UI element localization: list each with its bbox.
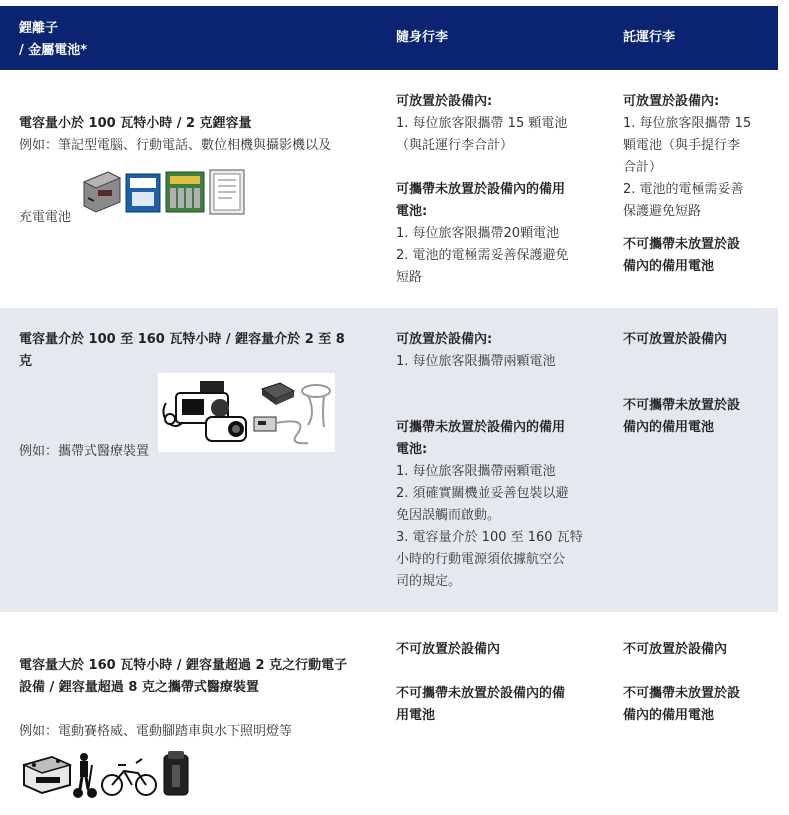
row2-checked-cell (623, 329, 773, 439)
row3-carry-h2-0: 不可攜帶未放置於設備內的備 (396, 686, 566, 701)
row1-carry-l2-0: 1. 每位旅客限攜帶20顆電池 (396, 226, 560, 241)
row3-title-1: 設備 / 鋰容量超過 8 克之攜帶式醫療裝置 (19, 680, 259, 695)
row2-carry-l2-0: 1. 每位旅客限攜帶兩顆電池 (396, 464, 556, 479)
row2-carry-l1-0: 1. 每位旅客限攜帶兩顆電池 (396, 354, 556, 369)
row2-title-1: 克 (19, 354, 33, 369)
row2-device-images (158, 373, 335, 452)
row2-carry-l2-1: 2. 須確實關機並妥善包裝以避 (396, 486, 569, 501)
row2-checked-h2-1: 備內的備用電池 (623, 420, 715, 435)
car-battery-icon (24, 757, 70, 793)
table-row (0, 612, 778, 815)
row1-checked-cell (623, 91, 773, 278)
row3-checked-cell (623, 639, 773, 727)
row1-title: 電容量小於 100 瓦特小時 / 2 克鋰容量 (19, 116, 252, 131)
row1-checked-l1-0: 1. 每位旅客限攜帶 15 (623, 116, 752, 131)
row1-carry-l2-1: 2. 電池的電極需妥善保護避免 (396, 248, 569, 263)
row1-checked-h2-1: 備內的備用電池 (623, 259, 715, 274)
row2-carry-l2-5: 司的規定。 (396, 574, 462, 589)
row2-title-0: 電容量介於 100 至 160 瓦特小時 / 鋰容量介於 2 至 8 (19, 332, 345, 347)
table-row (0, 70, 778, 308)
row1-example-tail: 充電電池 (19, 210, 72, 225)
row1-carry-on-cell (396, 91, 596, 289)
row2-example: 例如：攜帶式醫療裝置 (19, 444, 150, 459)
row1-checked-l1-1: 顆電池（與手提行李 (623, 138, 741, 153)
row3-checked-h1: 不可放置於設備內 (623, 642, 728, 657)
row3-device-images (22, 751, 194, 799)
table-row (0, 308, 778, 612)
row2-carry-l2-2: 免因誤觸而啟動。 (396, 508, 501, 523)
table-header (0, 6, 778, 70)
header-col-battery-line2: / 金屬電池* (19, 43, 88, 58)
row2-carry-l2-3: 3. 電容量介於 100 至 160 瓦特 (396, 530, 583, 545)
underwater-light-icon (164, 751, 188, 795)
row3-title (19, 655, 347, 699)
row1-checked-l1-4: 保護避免短路 (623, 204, 702, 219)
aa-batteries-icon (166, 172, 204, 212)
row1-example: 例如：筆記型電腦、行動電話、數位相機與攝影機以及 (19, 138, 332, 153)
row2-checked-h1: 不可放置於設備內 (623, 332, 728, 347)
row2-checked-h2-0: 不可攜帶未放置於設 (623, 398, 741, 413)
row1-carry-h2-0: 可攜帶未放置於設備內的備用 (396, 182, 566, 197)
row1-carry-l1-0: 1. 每位旅客限攜帶 15 顆電池 (396, 116, 568, 131)
row1-checked-l1-3: 2. 電池的電極需妥善 (623, 182, 744, 197)
row2-carry-h1: 可放置於設備內: (396, 332, 493, 347)
row1-device-images (82, 168, 247, 216)
row3-title-0: 電容量大於 160 瓦特小時 / 鋰容量超過 2 克之行動電子 (19, 658, 348, 673)
row1-carry-l2-2: 短路 (396, 270, 423, 285)
header-col-checked: 託運行李 (623, 30, 676, 45)
row2-carry-l2-4: 小時的行動電源須依據航空公 (396, 552, 566, 567)
row3-example: 例如：電動賽格威、電動腳踏車與水下照明燈等 (19, 724, 293, 739)
row1-carry-h2-1: 電池: (396, 204, 428, 219)
row2-carry-on-cell (396, 329, 596, 593)
row3-checked-h2-1: 備內的備用電池 (623, 708, 715, 723)
row1-checked-h2-0: 不可攜帶未放置於設 (623, 237, 741, 252)
header-col-battery (19, 18, 87, 62)
segway-icon (73, 753, 97, 798)
row3-carry-h1: 不可放置於設備內 (396, 642, 501, 657)
row2-title (19, 329, 345, 373)
row1-checked-h1: 可放置於設備內: (623, 94, 720, 109)
row3-checked-h2-0: 不可攜帶未放置於設 (623, 686, 741, 701)
header-col-battery-line1: 鋰離子 (19, 21, 59, 36)
battery-pack-icon (126, 174, 160, 212)
row2-carry-h2-0: 可攜帶未放置於設備內的備用 (396, 420, 566, 435)
row2-carry-h2-1: 電池: (396, 442, 428, 457)
row1-checked-l1-2: 合計） (623, 160, 663, 175)
row1-carry-l1-1: （與託運行李合計） (396, 138, 514, 153)
battery-card-icon (210, 170, 244, 214)
camcorder-battery-icon (84, 172, 120, 212)
row3-carry-h2-1: 用電池 (396, 708, 436, 723)
row1-carry-h1: 可放置於設備內: (396, 94, 493, 109)
header-col-carry-on: 隨身行李 (396, 30, 449, 45)
row3-carry-on-cell (396, 639, 596, 727)
e-bike-icon (102, 759, 156, 795)
